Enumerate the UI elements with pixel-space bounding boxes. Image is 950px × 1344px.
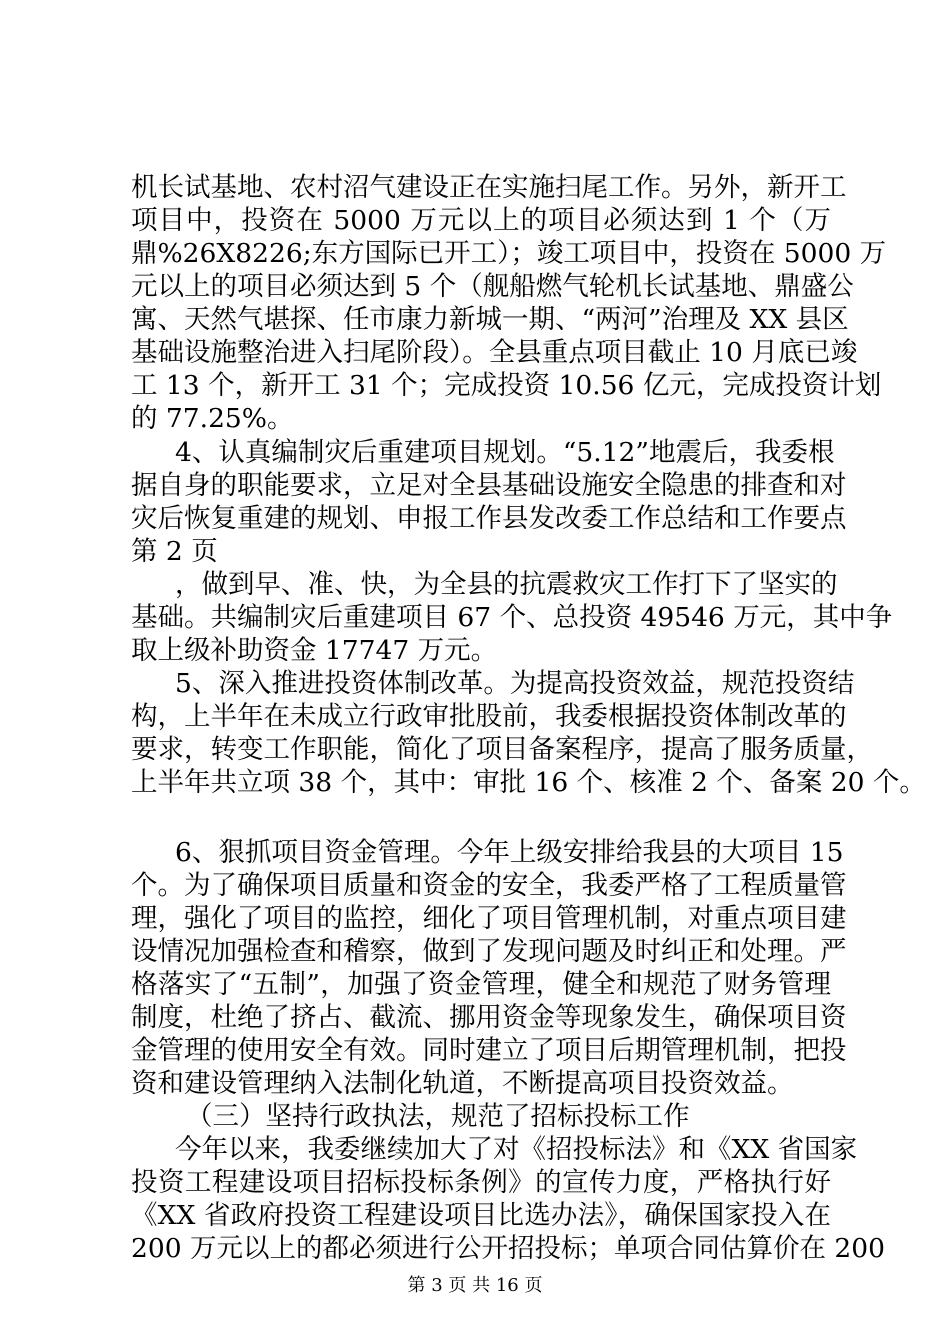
paragraph-heading: 5、深入推进投资体制改革。为提高投资效益，规范投资结 xyxy=(175,668,855,699)
body-line: 的 77.25%。 xyxy=(131,403,294,434)
body-line: 构，上半年在未成立行政审批股前，我委根据投资体制改革的 xyxy=(131,701,847,732)
body-line: 格落实了“五制”，加强了资金管理，健全和规范了财务管理 xyxy=(131,969,831,1000)
body-line: 资和建设管理纳入法制化轨道，不断提高项目投资效益。 xyxy=(131,1068,794,1099)
body-line: 要求，转变工作职能，简化了项目备案程序，提高了服务质量， xyxy=(131,734,873,765)
body-line: 机长试基地、农村沼气建设正在实施扫尾工作。另外，新开工 xyxy=(131,172,847,203)
body-line: 200 万元以上的都必须进行公开招投标；单项合同估算价在 200 xyxy=(131,1233,886,1264)
paragraph-heading: 6、狠抓项目资金管理。今年上级安排给我县的大项目 15 xyxy=(175,837,844,868)
body-line: 《XX 省政府投资工程建设项目比选办法》，确保国家投入在 xyxy=(131,1200,831,1231)
body-line: 投资工程建设项目招标投标条例》的宣传力度，严格执行好 xyxy=(131,1167,831,1198)
body-line: 设情况加强检查和稽察，做到了发现问题及时纠正和处理。严 xyxy=(131,936,847,967)
body-line: 鼎%26X8226;东方国际已开工）；竣工项目中，投资在 5000 万 xyxy=(131,238,887,269)
page-marker: 第 2 页 xyxy=(131,536,218,567)
body-line: 理，强化了项目的监控，细化了项目管理机制，对重点项目建 xyxy=(131,903,847,934)
body-line: 基础。共编制灾后重建项目 67 个、总投资 49546 万元，其中争 xyxy=(131,602,893,633)
body-line: 据自身的职能要求，立足对全县基础设施安全隐患的排查和对 xyxy=(131,470,847,501)
body-line: 寓、天然气堪探、任市康力新城一期、“两河”治理及 XX 县区 xyxy=(131,304,849,335)
body-line: 制度，杜绝了挤占、截流、挪用资金等现象发生，确保项目资 xyxy=(131,1002,847,1033)
body-line: 元以上的项目必须达到 5 个（舰船燃气轮机长试基地、鼎盛公 xyxy=(131,271,854,302)
body-line: 金管理的使用安全有效。同时建立了项目后期管理机制，把投 xyxy=(131,1035,847,1066)
body-line: 基础设施整治进入扫尾阶段）。全县重点项目截止 10 月底已竣 xyxy=(131,337,858,368)
body-line: 取上级补助资金 17747 万元。 xyxy=(131,635,498,666)
section-heading: （三）坚持行政执法，规范了招标投标工作 xyxy=(186,1101,690,1132)
body-line: 今年以来，我委继续加大了对《招投标法》和《XX 省国家 xyxy=(175,1134,858,1165)
body-line: 上半年共立项 38 个，其中：审批 16 个、核准 2 个、备案 20 个。 xyxy=(131,767,926,798)
body-line: 个。为了确保项目质量和资金的安全，我委严格了工程质量管 xyxy=(131,870,847,901)
body-line: 项目中，投资在 5000 万元以上的项目必须达到 1 个（万 xyxy=(131,205,831,236)
page-footer: 第 3 页 共 16 页 xyxy=(407,1275,543,1296)
body-line: ，做到早、准、快，为全县的抗震救灾工作打下了坚实的 xyxy=(175,569,838,600)
body-line: 工 13 个，新开工 31 个；完成投资 10.56 亿元，完成投资计划 xyxy=(131,370,882,401)
paragraph-heading: 4、认真编制灾后重建项目规划。“5.12”地震后，我委根 xyxy=(175,437,835,468)
body-line: 灾后恢复重建的规划、申报工作县发改委工作总结和工作要点 xyxy=(131,503,847,534)
